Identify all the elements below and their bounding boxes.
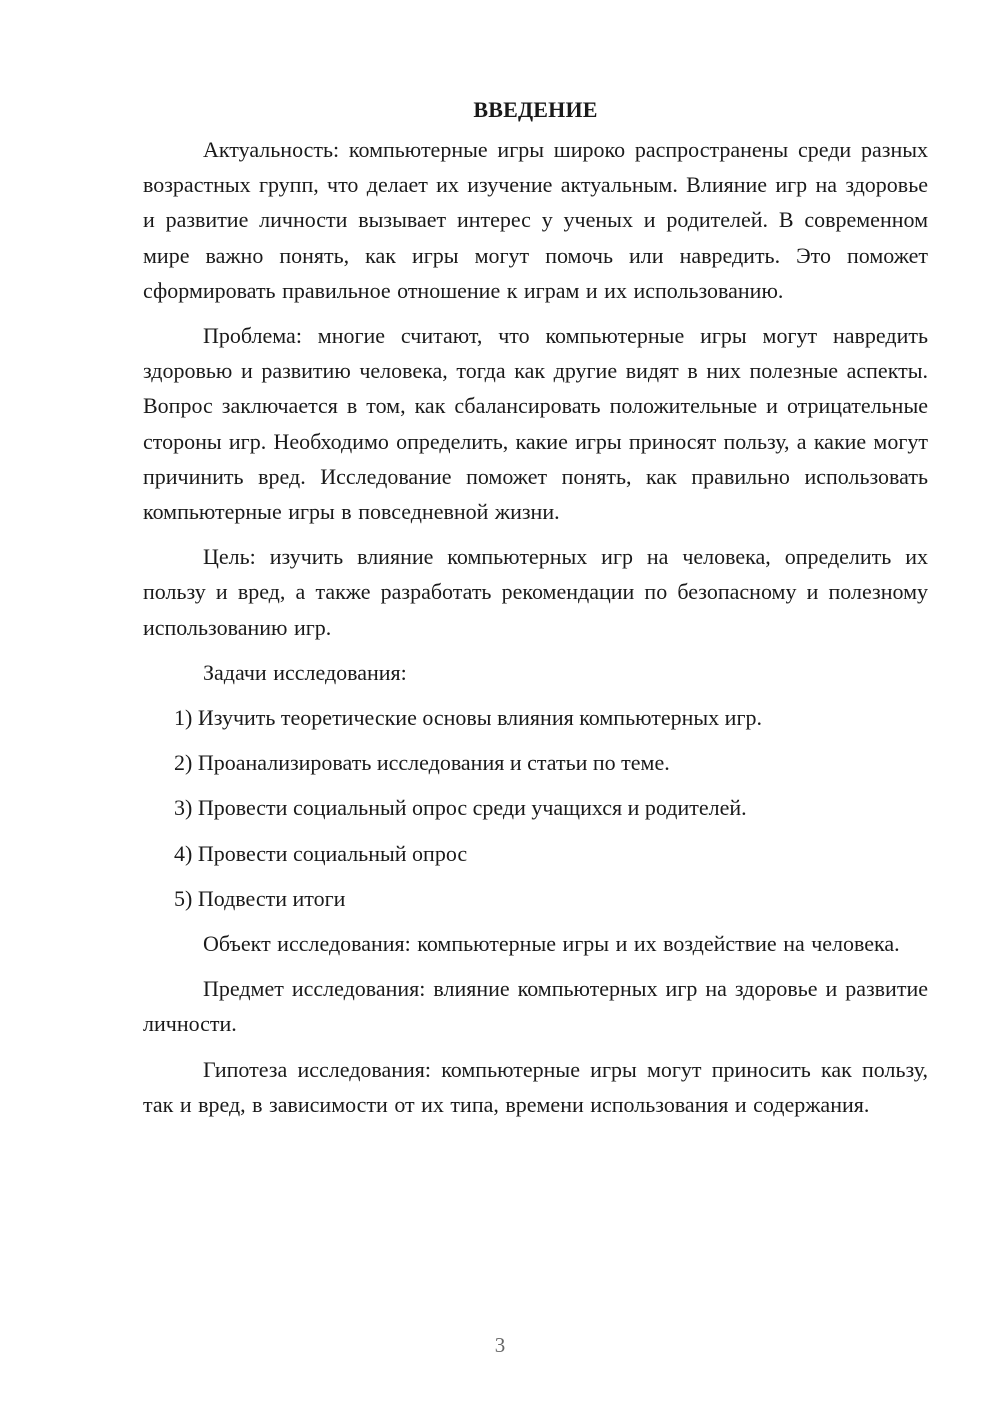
paragraph-subject: Предмет исследования: влияние компьютерных игр на здоровье и развитие личности.: [143, 976, 928, 1037]
paragraph-problem: Проблема: многие считают, что компьютерные игры могут навредить здоровью и развитию человека, тогда как другие видят в них полезные аспекты. Вопрос заключается в том, как сбалансировать положительные и отрицательные стороны игр. Необходимо определить, какие игры приносят пользу, а какие могут причинить вред. Исследование поможет понять, как правильно использовать компьютерные игры в повседневной жизни.: [143, 323, 928, 525]
paragraph-object: Объект исследования: компьютерные игры и их воздействие на человека.: [203, 931, 900, 957]
document-page: [143, 92, 928, 1132]
tasks-list: [143, 700, 928, 916]
page-number: 3: [494, 1333, 506, 1357]
task-item: 5) Подвести итоги: [174, 885, 346, 911]
task-item: 2) Проанализировать исследования и статьи по теме.: [174, 750, 670, 776]
tasks-heading: Задачи исследования:: [203, 659, 407, 685]
task-item: 3) Провести социальный опрос среди учащихся и родителей.: [174, 795, 747, 821]
paragraph-relevance: Актуальность: компьютерные игры широко распространены среди разных возрастных групп, что делает их изучение актуальным. Влияние игр на здоровье и развитие личности вызывает интерес у ученых и родителей. В современном мире важно понять, как игры могут помочь или навредить. Это поможет сформировать правильное отношение к играм и их использованию.: [143, 137, 928, 303]
task-item: 1) Изучить теоретические основы влияния компьютерных игр.: [174, 705, 762, 731]
paragraph-hypothesis: Гипотеза исследования: компьютерные игры могут приносить как пользу, так и вред, в зависимости от их типа, времени использования и содержания.: [143, 1056, 928, 1117]
task-item: 4) Провести социальный опрос: [174, 840, 468, 866]
paragraph-goal: Цель: изучить влияние компьютерных игр на человека, определить их пользу и вред, а также разработать рекомендации по безопасному и полезному использованию игр.: [143, 544, 928, 640]
document-title: ВВЕДЕНИЕ: [473, 97, 598, 122]
